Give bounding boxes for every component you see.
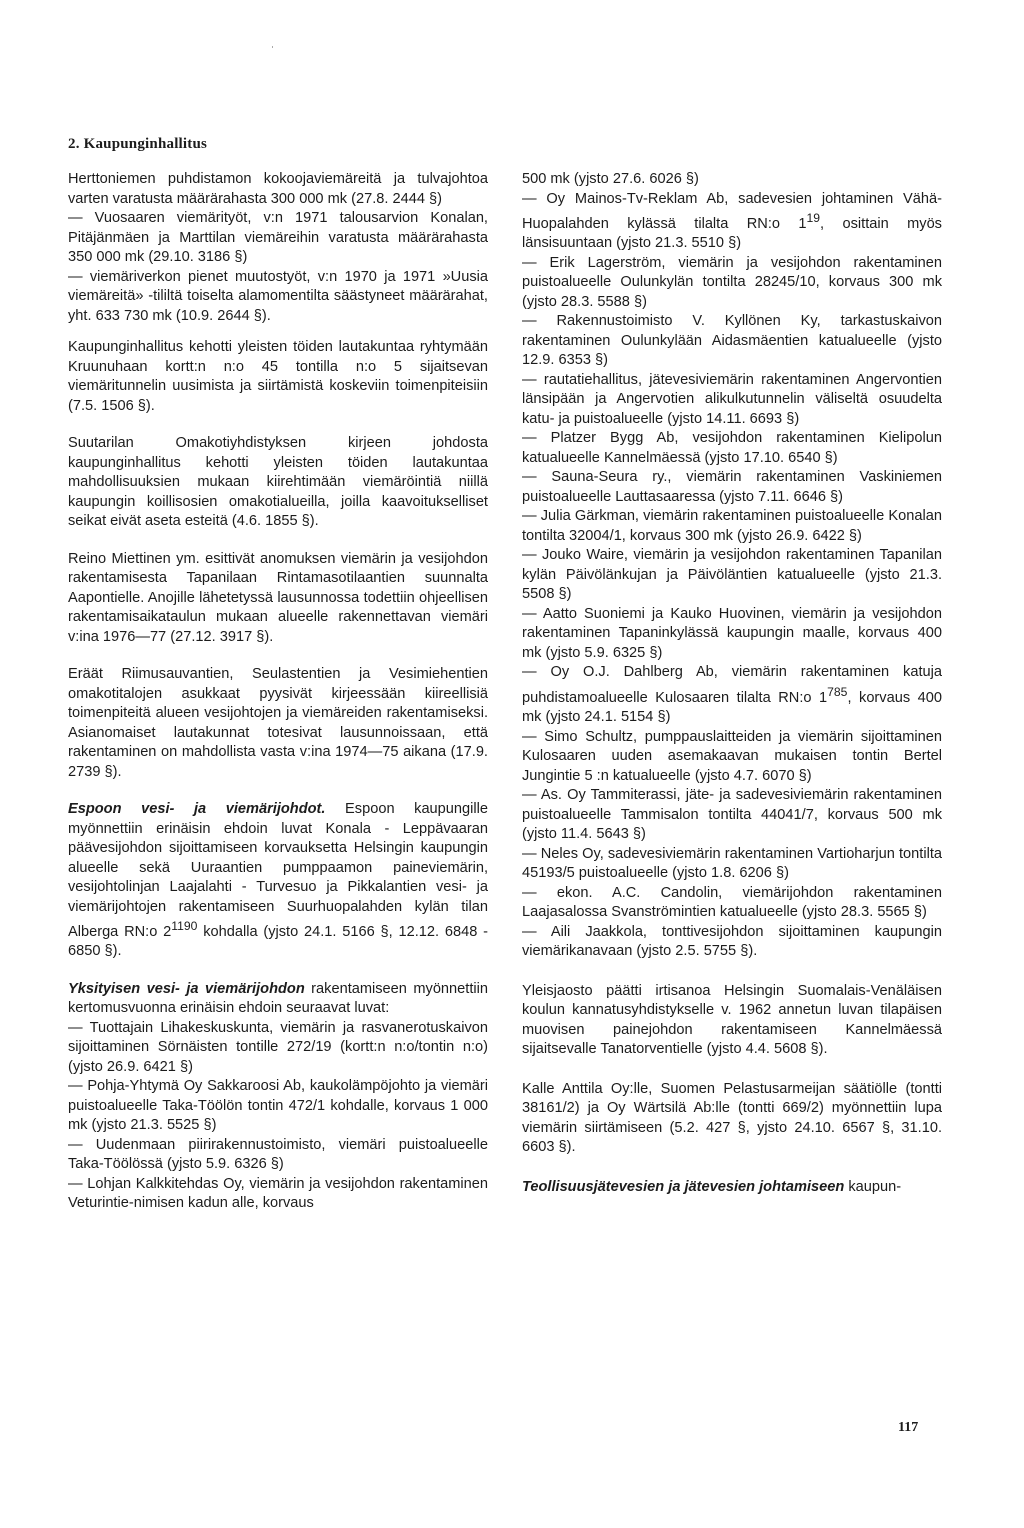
paragraph-text: rakentamiseen myönnettiin kertomusvuonna erinäisin ehdoin seuraavat luvat: [68, 980, 488, 1017]
list-item [522, 663, 942, 727]
paragraph [68, 980, 488, 1019]
paragraph-text: kohdalla (yjsto 24.1. 5166 §, 12.12. 6848 - 6850 §). [68, 923, 488, 960]
list-item: — Tuottajain Lihakeskuskunta, viemärin ja rasvanerotuskaivon sijoittaminen Sörnäisten tontille 272/19 (kortt:n n:o/tontin n:o) (yjsto 26.9. 6421 §) [68, 1019, 488, 1075]
paragraph-lead: Teollisuusjätevesien ja jätevesien johtamiseen [522, 1178, 845, 1195]
list-item: — Uudenmaan piirirakennustoimisto, viemäri puistoalueelle Taka-Töölössä (yjsto 5.9. 6326 §) [68, 1136, 488, 1173]
left-column [68, 170, 488, 1214]
paragraph: Suutarilan Omakotiyhdistyksen kirjeen johdosta kaupunginhallitus kehotti yleisten töiden lautakuntaa mahdollisuuksien mukaan kiirehtimään viemäröintiä niillä kaupungin koillisosien omakotialueilla, joilla kaavoitukselliset seikat eivät aseta esteitä (4.6. 1855 §). [68, 435, 488, 529]
list-item: — Neles Oy, sadevesiviemärin rakentaminen Vartioharjun tontilta 45193/5 puistoalueelle (yjsto 1.8. 6206 §) [522, 845, 942, 882]
list-item: — Aatto Suoniemi ja Kauko Huovinen, viemärin ja vesijohdon rakentaminen Tapaninkylässä kaupungin maalle, korvaus 400 mk (yjsto 5.9. 6325 §) [522, 605, 942, 661]
paragraph: Kaupunginhallitus kehotti yleisten töiden lautakuntaa ryhtymään Kruunuhaan kortt:n n:o 45 tontilla n:o 5 sijaitsevan viemäritunnelin uusimista ja siirtämistä koskeviin toimenpiteisiin (7.5. 1506 §). [68, 339, 488, 414]
scan-mark [272, 46, 273, 48]
superscript: 785 [827, 684, 848, 699]
list-item: — Sauna-Seura ry., viemärin rakentaminen Vaskiniemen puistoalueelle Lauttasaaressa (yjsto 7.11. 6646 §) [522, 469, 942, 505]
list-item-text: , korvaus 400 mk (yjsto 24.1. 5154 §) [522, 689, 942, 726]
list-item: — Rakennustoimisto V. Kyllönen Ky, tarkastuskaivon rakentaminen Oulunkylään Aidasmäentien katualueelle (yjsto 12.9. 6353 §) [522, 313, 942, 369]
list-item [522, 190, 942, 254]
list-item: — Jouko Waire, viemärin ja vesijohdon rakentaminen Tapanilan kylän Päivölänkujan ja Päivöläntien katualueelle (yjsto 21.3. 5508 §) [522, 547, 942, 603]
paragraph: Herttoniemen puhdistamon kokoojaviemäreitä ja tulvajohtoa varten varatusta määrärahasta 300 000 mk (27.8. 2444 §) [68, 171, 488, 207]
list-item: — Aili Jaakkola, tonttivesijohdon sijoittaminen kaupungin viemärikanavaan (yjsto 2.5. 5755 §). [522, 923, 942, 960]
list-item-text: — Oy Mainos-Tv-Reklam Ab, sadevesien johtaminen Vähä-Huopalahden kylässä tilalta RN:o 1 [522, 190, 942, 232]
paragraph: Yleisjaosto päätti irtisanoa Helsingin Suomalais-Venäläisen koulun kannatusyhdistykselle v. 1962 annetun luvan tilapäisen muovisen painejohdon rakentamiseen Kannelmäessä sijaitsevalle Tanatorventielle (yjsto 4.4. 5608 §). [522, 982, 942, 1058]
list-item-text: — Oy O.J. Dahlberg Ab, viemärin rakentaminen katuja puhdistamoalueelle Kulosaaren tilalta RN:o 1 [522, 664, 942, 706]
paragraph: Eräät Riimusauvantien, Seulastentien ja Vesimiehentien omakotitalojen asukkaat pyysivät kirjeessään kiireellisiä toimenpiteitä alueen vesijohtojen ja viemäreiden rakentamiseksi. Asianomaiset lautakunnat totesivat lausunnoissaan, että rakentaminen on mahdollista vasta v:ina 1974—75 aikana (17.9. 2739 §). [68, 666, 488, 780]
list-item: — Erik Lagerström, viemärin ja vesijohdon rakentaminen puistoalueelle Oulunkylän tontilta 28245/10, korvaus 300 mk (yjsto 28.3. 5588 §) [522, 254, 942, 310]
paragraph-lead: Espoon vesi- ja viemärijohdot. [68, 801, 326, 817]
paragraph [68, 800, 488, 962]
list-item: — Simo Schultz, pumppauslaitteiden ja viemärin sijoittaminen Kulosaaren uuden asemakaavan mukaisen tontin Bertel Jungintie 5 :n katualueelle (yjsto 4.7. 6070 §) [522, 728, 942, 784]
list-item: — rautatiehallitus, jätevesiviemärin rakentaminen Angervontien länsipään ja Angervotien alikulkutunnelin väliseltä osuudelta katu- ja puistoalueelle (yjsto 14.11. 6693 §) [522, 371, 942, 427]
section-heading: 2. Kaupunginhallitus [68, 136, 208, 152]
superscript: 1190 [171, 919, 198, 933]
paragraph: Reino Miettinen ym. esittivät anomuksen viemärin ja vesijohdon rakentamisesta Tapanilaan Rintamasotilaantien suunnalta Aapontielle. Anojille lähetetyssä lausunnossa todettiin ohjeellisen rakentamisaikataulun mukaan alueelle rakennettavan viemäri v:ina 1976—77 (27.12. 3917 §). [68, 550, 488, 645]
list-item-text: , osittain myös länsisuuntaan (yjsto 21.3. 5510 §) [522, 215, 942, 252]
paragraph-text: Espoon kaupungille myönnettiin erinäisin ehdoin luvat Konala - Leppävaaran päävesijohdon sijoittamiseen korvauksetta Helsingin kaupungin alueelle sekä Uuraantien pumppaamon paineviemärin, vesijohtolinjan Laajalahti - Turvesuo ja Pikkalantien vesi- ja viemärijohtojen rakentamiseen Suurhuopalahden kylän tilan Alberga RN:o 2 [68, 801, 488, 940]
list-item: — Julia Gärkman, viemärin rakentaminen puistoalueelle Konalan tontilta 32004/1, korvaus 300 mk (yjsto 26.9. 6422 §) [522, 508, 942, 544]
paragraph: — viemäriverkon pienet muutostyöt, v:n 1970 ja 1971 »Uusia viemäreitä» -tililtä toiselta alamomentilta säästyneet määrärahat, yht. 633 730 mk (10.9. 2644 §). [68, 268, 488, 324]
list-item: — Pohja-Yhtymä Oy Sakkaroosi Ab, kaukolämpöjohto ja viemäri puistoalueelle Taka-Töölön tontin 472/1 kohdalle, korvaus 1 000 mk (yjsto 21.3. 5525 §) [68, 1078, 488, 1134]
paragraph-text: kaupun- [844, 1178, 902, 1195]
list-item: 500 mk (yjsto 27.6. 6026 §) [522, 171, 699, 187]
list-item: — As. Oy Tammiterassi, jäte- ja sadevesiviemärin rakentaminen puistoalueelle Tammisalon tontilta 44041/7, korvaus 500 mk (yjsto 11.4. 5643 §) [522, 787, 942, 843]
paragraph: — Vuosaaren viemärityöt, v:n 1971 talousarvion Konalan, Pitäjänmäen ja Marttilan viemäreihin varatusta määrärahasta 350 000 mk (29.10. 3186 §) [68, 210, 488, 265]
page-number: 117 [898, 1420, 919, 1435]
paragraph: Kalle Anttila Oy:lle, Suomen Pelastusarmeijan säätiölle (tontti 38161/2) ja Oy Wärtsilä Ab:lle (tontti 669/2) myönnettiin lupa viemärin siirtämiseen (5.2. 427 §, yjsto 24.10. 6567 §, 31.10. 6603 §). [522, 1080, 942, 1156]
list-item: — Lohjan Kalkkitehdas Oy, viemärin ja vesijohdon rakentaminen Veturintie-nimisen kadun alle, korvaus [68, 1175, 488, 1212]
superscript: 19 [806, 211, 821, 225]
list-item: — Platzer Bygg Ab, vesijohdon rakentaminen Kielipolun katualueelle Kannelmäessä (yjsto 17.10. 6540 §) [522, 430, 942, 466]
paragraph [522, 1178, 942, 1198]
right-column [522, 170, 942, 1197]
list-item: — ekon. A.C. Candolin, viemärijohdon rakentaminen Laajasalossa Svanströmintien katualueelle (yjsto 28.3. 5565 §) [522, 884, 942, 921]
paragraph-lead: Yksityisen vesi- ja viemärijohdon [68, 980, 305, 997]
